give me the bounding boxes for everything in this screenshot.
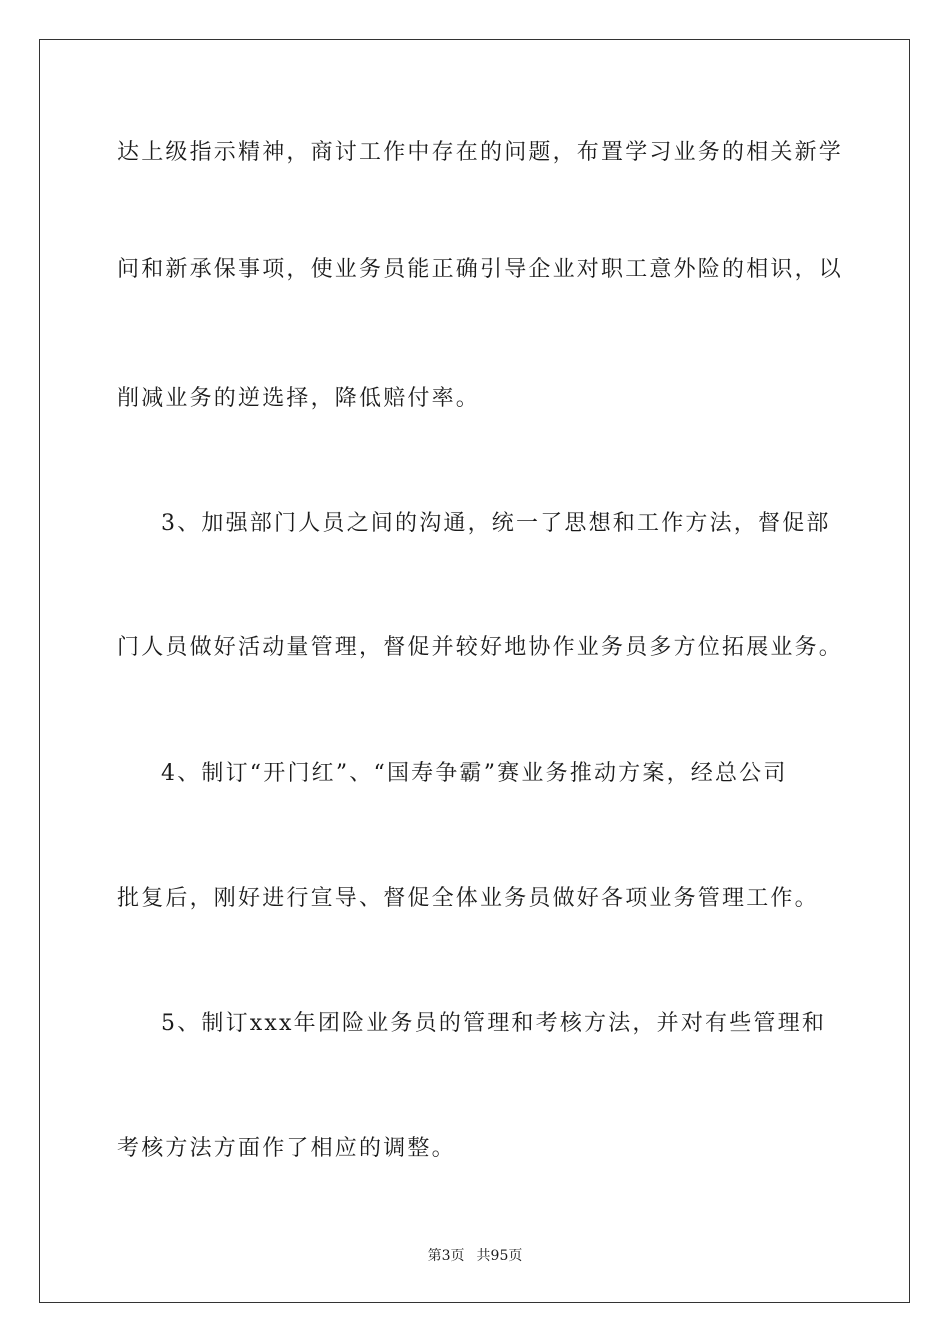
paragraph-line: 削减业务的逆选择，降低赔付率。 xyxy=(117,386,481,411)
page-border xyxy=(39,39,910,1303)
paragraph-line: 5、制订xxx年团险业务员的管理和考核方法，并对有些管理和 xyxy=(161,1011,827,1036)
paragraph-line: 问和新承保事项，使业务员能正确引导企业对职工意外险的相识，以 xyxy=(117,257,844,282)
paragraph-line: 门人员做好活动量管理，督促并较好地协作业务员多方位拓展业务。 xyxy=(117,635,844,660)
paragraph-line: 批复后，刚好进行宣导、督促全体业务员做好各项业务管理工作。 xyxy=(117,886,819,911)
paragraph-line: 3、加强部门人员之间的沟通，统一了思想和工作方法，督促部 xyxy=(161,511,831,536)
page-footer xyxy=(0,1246,950,1266)
paragraph-line: 4、制订“开门红”、“国寿争霸”赛业务推动方案，经总公司 xyxy=(161,761,788,786)
page-number: 第3页 xyxy=(427,1248,465,1264)
total-pages: 共95页 xyxy=(476,1248,523,1264)
paragraph-line: 达上级指示精神，商讨工作中存在的问题，布置学习业务的相关新学 xyxy=(117,140,844,165)
paragraph-line: 考核方法方面作了相应的调整。 xyxy=(117,1136,456,1161)
